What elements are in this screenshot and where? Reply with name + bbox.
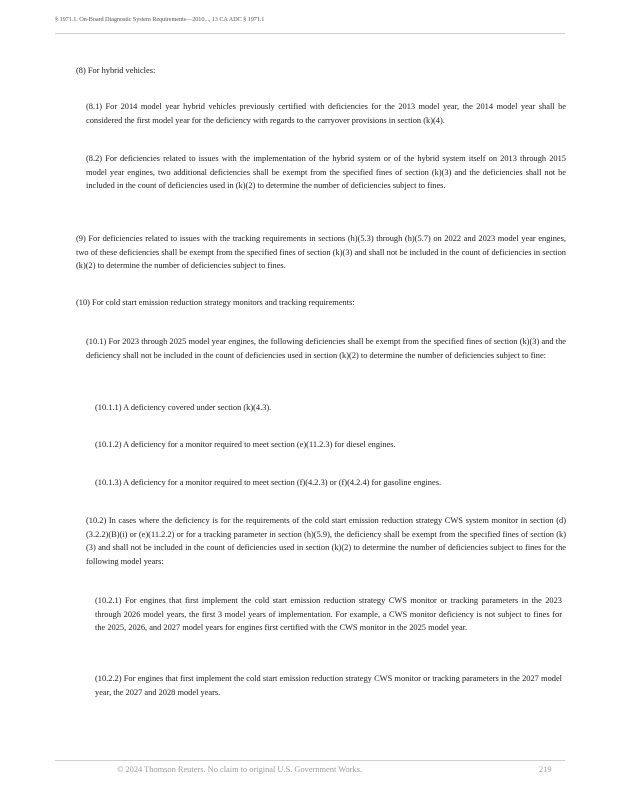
footer-copyright: © 2024 Thomson Reuters. No claim to original U.S. Government Works.	[117, 765, 362, 774]
paragraph-9: (9) For deficiencies related to issues with the tracking requirements in sections (h)(5.3) through (h)(5.7) on 2022 and 2023 model year engines, two of these deficiencies shall be exempt from the specified fines of section (k)(3) and shall not be included in the count of deficiencies in section (k)(2) to determine the number of deficiencies subject to fines.	[76, 234, 566, 271]
paragraph-10-2-2: (10.2.2) For engines that first implement the cold start emission reduction strategy CWS monitor or tracking parameters in the 2027 model year, the 2027 and 2028 model years.	[95, 674, 562, 697]
paragraph-10-1-2: (10.1.2) A deficiency for a monitor required to meet section (e)(11.2.3) for diesel engines.	[95, 440, 396, 449]
paragraph-8: (8) For hybrid vehicles:	[76, 66, 156, 75]
paragraph-10-2-1: (10.2.1) For engines that first implement the cold start emission reduction strategy CWS monitor or tracking parameters in the 2023 through 2026 model years, the first 3 model years of implementation. For example, a CWS monitor deficiency is not subject to fines for the 2025, 2026, and 2027 model years for engines first certified with the CWS monitor in the 2025 model year.	[95, 596, 562, 633]
running-head: § 1971.1. On-Board Diagnostic System Requirements—2010..., 13 CA ADC § 1971.1	[55, 16, 265, 23]
paragraph-10-2: (10.2) In cases where the deficiency is for the requirements of the cold start emission reduction strategy CWS system monitor in section (d)(3.2.2)(B)(i) or (e)(11.2.2) or for a tracking parameter in section (h)(5.9), the deficiency shall be exempt from the specified fines of section (k)(3) and shall not be included in the count of deficiencies used in section (k)(2) to determine the number of deficiencies subject to fines for the following model years:	[86, 516, 566, 567]
paragraph-10-1: (10.1) For 2023 through 2025 model year engines, the following deficiencies shall be exempt from the specified fines of section (k)(3) and the deficiency shall not be included in the count of deficiencies used in section (k)(2) to determine the number of deficiencies subject to fine:	[86, 337, 566, 360]
page-number: 219	[539, 765, 552, 774]
paragraph-8-2: (8.2) For deficiencies related to issues with the implementation of the hybrid system or of the hybrid system itself on 2013 through 2015 model year engines, two additional deficiencies shall be exempt from the specified fines of section (k)(3) and the deficiencies shall not be included in the count of deficiencies used in (k)(2) to determine the number of deficiencies subject to fines.	[86, 154, 566, 191]
paragraph-10-1-3: (10.1.3) A deficiency for a monitor required to meet section (f)(4.2.3) or (f)(4.2.4) for gasoline engines.	[95, 478, 442, 487]
paragraph-10-1-1: (10.1.1) A deficiency covered under section (k)(4.3).	[95, 403, 272, 412]
footer-rule	[55, 760, 565, 761]
header-rule	[55, 33, 565, 34]
paragraph-8-1: (8.1) For 2014 model year hybrid vehicles previously certified with deficiencies for the 2013 model year, the 2014 model year shall be considered the first model year for the deficiency with regards to the carryover provisions in section (k)(4).	[86, 102, 566, 125]
paragraph-10: (10) For cold start emission reduction strategy monitors and tracking requirements:	[76, 298, 355, 307]
